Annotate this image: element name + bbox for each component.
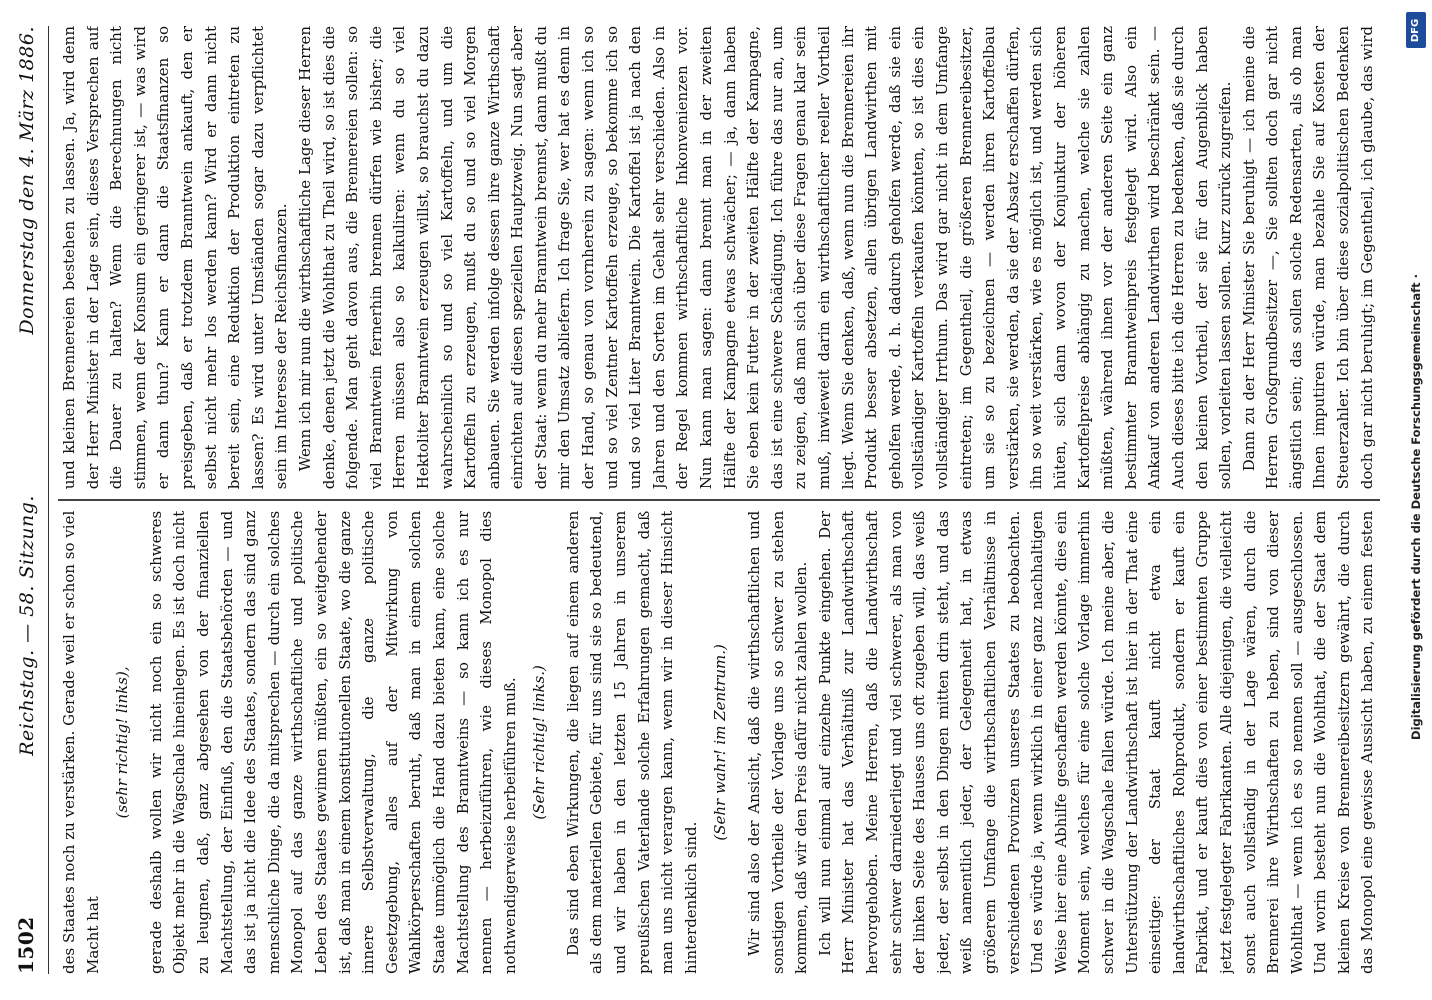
page-header bbox=[14, 26, 49, 974]
paragraph: und kleinen Brennereien bestehen zu lassen. Ja, wird denn der Herr Minister in der Lage sein, dieses Versprechen auf die Dauer zu halten? Wenn die Berechnungen nicht stimmen, wenn der Konsum ein geringerer ist, — was wird er dann thun? Kann er dann die Staatsfinanzen so preisgeben, daß er trotzdem Branntwein ankauft, den er selbst nicht mehr los werden kann? Wird er dann nicht bereit sein, eine Reduktion der Produktion eintreten zu lassen? Es wird unter Umständen sogar dazu verpflichtet sein im Interesse der Reichsfinanzen. bbox=[60, 26, 291, 490]
left-column bbox=[58, 511, 1380, 974]
paragraph: Ich will nun einmal auf einzelne Punkte eingehen. Der Herr Minister hat das Verhältniß zur Landwirthschaft hervorgehoben. Meine Herren, daß die Landwirthschaft sehr schwer darniederliegt und viel schwerer, als man von der linken Seite des Hauses uns oft zugeben will, das weiß jeder, der selbst in den Dingen mitten drin steht, und das weiß namentlich jeder, der Gelegenheit hat, in etwas größerem Umfange die wirthschaftlichen Verhältnisse in verschiedenen Provinzen unseres Staates zu beobachten. Und es würde ja, wenn wirklich in einer ganz nachhaltigen Weise hier eine Abhilfe geschaffen werden könnte, dies ein Moment sein, welches für eine solche Vorlage immerhin schwer in die Wagschale fallen würde. Ich meine aber, die Unterstützung der Landwirthschaft ist hier in der That eine einseitige: der Staat kauft nicht etwa ein landwirthschaftliches Rohprodukt, sondern er kauft ein Fabrikat, und er kauft dies von einer bestimmten Gruppe jetzt festgelegter Fabrikanten. Alle diejenigen, die vielleicht sonst auch vollständig in der Lage wären, durch die Brennerei ihre Wirthschaften zu heben, sind von dieser Wohlthat — wenn ich es so nennen soll — ausgeschlossen. Und worin besteht nun die Wohlthat, die der Staat dem kleinen Kreise von Brennereibesitzern gewährt, die durch das Monopol eine gewisse Aussicht haben, zu einem festen bbox=[815, 510, 1377, 974]
paragraph: des Staates noch zu verstärken. Gerade weil er schon so viel Macht hat bbox=[60, 510, 102, 974]
paragraph: Dann zu der Herr Minister Sie beruhigt — ich meine die Herren Großgrundbesitzer —, Sie sollten doch gar nicht ängstlich sein; das sollen solche Redensarten, als ob man Ihnen imputiren würde, man bezahle Sie auf Kosten der Steuerzahler. Ich bin über diese sozialpolitischen Bedenken doch gar nicht beruhigt; im Gegentheil, ich glaube, das wird bbox=[1239, 26, 1376, 490]
paragraph: Wenn ich mir nun die wirthschaftliche Lage dieser Herren denke, denen jetzt die Wohlthat zu Theil wird, so ist dies die folgende. Man geht davon aus, die Brennereien sollen: so viel Branntwein fernerhin brennen dürfen wie bisher; die Herren müssen also so kalkuliren: wenn du so viel Hektoliter Branntwein erzeugen willst, so brauchst du dazu wahrscheinlich so und so viel Kartoffeln, und um die Kartoffeln zu erzeugen, mußt du so und so viel Morgen anbauen. Sie werden infolge dessen ihre ganze Wirthschaft einrichten auf diesen speziellen Hauptzweig. Nun sagt aber der Staat: wenn du mehr Branntwein brennst, dann mußt du mir den Umsatz abliefern. Ich frage Sie, wer hat es denn in der Hand, so genau von vornherein zu sagen: wenn ich so und so viel Zentner Kartoffeln erzeuge, so bekomme ich so und so viel Liter Branntwein. Die Kartoffel ist ja nach den Jahren und den Sorten im Gehalt sehr verschieden. Also in der Regel kommen wirthschaftliche Inkonvenienzen vor. Nun kann man sagen: dann brennt man in der zweiten Hälfte der Kampagne etwas schwächer; — ja, dann haben Sie eben kein Futter in der zweiten Hälfte der Kampagne, das ist eine schwere Schädigung. Ich führe das nur an, um zu zeigen, daß man sich über diese Fragen genau klar sein muß, inwieweit darin ein wirthschaftlicher reeller Vortheil liegt. Wenn Sie denken, daß, wenn nun die Brennereien ihr Produkt besser absetzen, allen übrigen Landwirthen mit geholfen werde, d. h. dadurch geholfen werde, daß sie ein vollständiger Kartoffeln verkaufen könnten, so ist dies ein vollständiger Irrthum. Das wird gar nicht in dem Umfange eintreten; im Gegentheil, die größeren Brennereibesitzer, um sie so zu bezeichnen — werden ihren Kartoffelbau verstärken, sie werden, da sie der Absatz erschaffen dürfen, ihn so weit verstärken, wie es möglich ist, und werden sich hüten, sich dann wovon der Konjunktur der höheren Kartoffelpreise abhängig zu machen, welche sie zahlen müßten, während ihnen vor der anderen Seite ein ganz bestimmter Branntweinpreis festgelegt wird. Also ein Ankauf von anderen Landwirthen wird beschränkt sein. — Auch dieses bitte ich die Herren zu bedenken, daß sie durch den kleinen Vortheil, der sie für den Augenblick haben sollen, vorleiten lassen sollen. Kurz zurück zugreifen. bbox=[295, 26, 1235, 490]
interjection: (Sehr wahr! im Zentrum.) bbox=[711, 644, 730, 841]
right-column bbox=[58, 26, 1380, 489]
column-divider bbox=[58, 499, 1380, 501]
digitization-credit-strip bbox=[1404, 8, 1428, 993]
digitization-credit: Digitalisierung gefördert durch die Deutsche Forschungsgemeinschaft · bbox=[1409, 274, 1423, 740]
session-title: Reichstag. — 58. Sitzung. bbox=[16, 495, 38, 756]
interjection: (sehr richtig! links), bbox=[113, 666, 132, 819]
paragraph: Das sind eben Wirkungen, die liegen auf einem anderen als dem materiellen Gebiete, für uns sind sie so bedeutend, und wir haben in den letzten 15 Jahren in unserem preußischen Vaterlande solche Erfahrungen gemacht, daß man uns nicht verargen kann, wenn wir in dieser Hinsicht hinterdenklich sind. bbox=[563, 510, 700, 974]
text-columns bbox=[58, 26, 1380, 974]
interjection: (Sehr richtig! links.) bbox=[530, 665, 549, 820]
session-date: Donnerstag den 4. März 1886. bbox=[16, 26, 38, 335]
page-number: 1502 bbox=[14, 916, 38, 974]
dfg-logo: DFG bbox=[1406, 12, 1426, 48]
paragraph: Wir sind also der Ansicht, daß die wirthschaftlichen und sonstigen Vortheile der Vorlage uns so schwer zu stehen kommen, daß wir den Preis dafür nicht zahlen wollen. bbox=[745, 510, 811, 974]
paragraph: gerade deshalb wollen wir nicht noch ein so schweres Objekt mehr in die Wagschale hineinlegen. Es ist doch nicht zu leugnen, daß, ganz abgesehen von der finanziellen Machtstellung, der Einfluß, den die Staatsbehörden — und das ist ja nicht die Idee des Staates, sondern das sind ganz menschliche Dinge, die da mitsprechen — durch ein solches Monopol auf das ganze wirthschaftliche und politische Leben des Staates gewinnen müßten, ein so weitgehender ist, daß man in einem konstitutionellen Staate, wo die ganze innere Selbstverwaltung, die ganze politische Gesetzgebung, alles auf der Mitwirkung von Wahlkörperschaften beruht, daß man in einem solchen Staate unmöglich die Hand dazu bieten kann, eine solche Machtstellung des Branntweins — so kann ich es nur nennen — herbeizuführen, wie dieses Monopol dies nothwendigerweise herbeiführen muß. bbox=[146, 510, 519, 974]
